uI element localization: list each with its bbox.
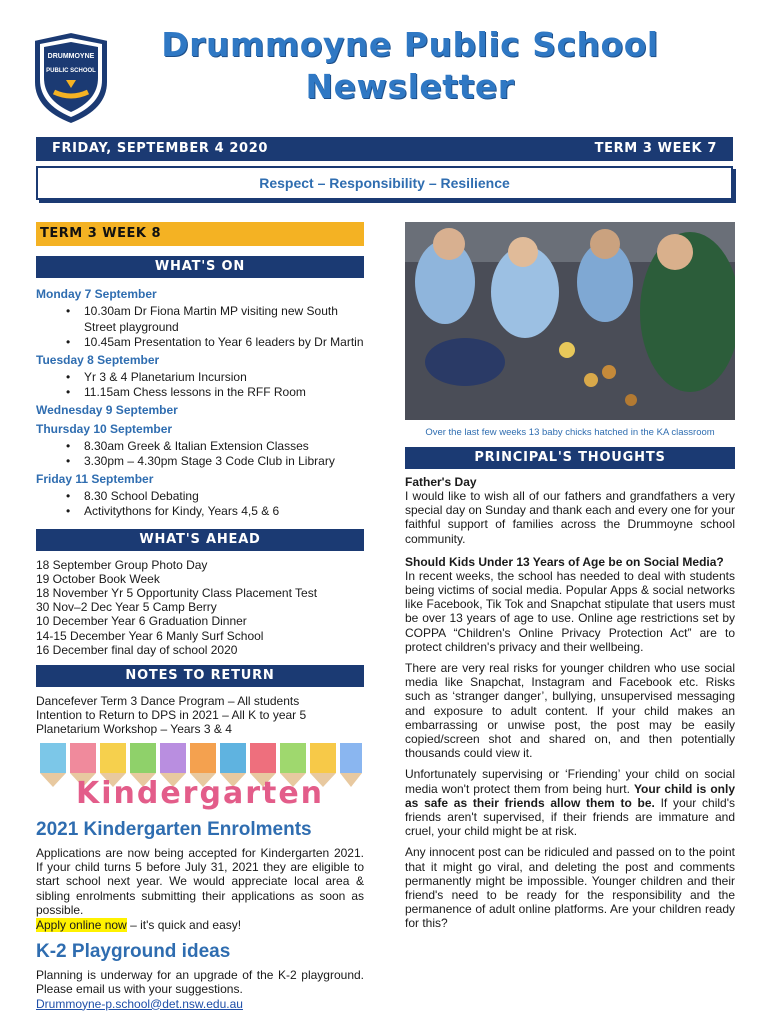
list-item: 18 September Group Photo Day (36, 557, 208, 572)
newsletter-title (130, 24, 690, 108)
social-media-heading: Should Kids Under 13 Years of Age be on Social Media? (405, 554, 724, 569)
para-3-text-a: Unfortunately supervising or ‘Friending’ your child on social media won't protect them from being hurt. (405, 767, 735, 796)
apply-online-link[interactable]: Apply online now (36, 917, 127, 932)
day-heading: Monday 7 September (36, 287, 157, 301)
enrol-body: Applications are now being accepted for Kindergarten 2021. If your child turns 5 before July 31, 2021 they are eligible to start school next year. We would appreciate local area & sibling enrolments submitting their applications as soon as possible. (36, 845, 364, 918)
enrol-apply-line (36, 918, 364, 932)
day-heading: Friday 11 September (36, 471, 154, 486)
list-item: • 10.45am Presentation to Year 6 leaders by Dr Martin (66, 335, 364, 351)
social-media-para-1: In recent weeks, the school has needed to deal with students being victims of social media. Popular Apps & social networks like Facebook, Tik Tok and Snapchat stipulate that users must be over 13 years of age to use. Online age restrictions set by COPPA “Children's Online Privacy Protection Act” are to protect children's privacy and their wellbeing. (405, 568, 735, 654)
baby-chicks-photo (405, 222, 735, 420)
whats-on-heading: WHAT'S ON (36, 256, 364, 278)
fathers-day-body: I would like to wish all of our fathers and grandfathers a very special day on Sunday and thank each and every one for your faithful support of families across the Drummoyne school community. (405, 489, 735, 546)
social-media-para-4: Any innocent post can be ridiculed and passed on to the point that it might go viral, and deleting the post and comments permanently might be impossible. Younger children and their friend's need to be ready for the responsibility and the permanence of adult online platforms. Are your children ready for this? (405, 845, 735, 931)
playground-body: Planning is underway for an upgrade of the K-2 playground. Please email us with your suggestions. (36, 967, 364, 997)
playground-email-line (36, 997, 364, 1011)
school-values: Respect – Responsibility – Resilience (36, 166, 733, 200)
list-item: 14-15 December Year 6 Manly Surf School (36, 628, 264, 643)
school-email-link[interactable]: Drummoyne-p.school@det.nsw.edu.au (36, 996, 243, 1011)
list-item: 30 Nov–2 Dec Year 5 Camp Berry (36, 600, 217, 615)
right-column (405, 222, 735, 931)
list-item: • 11.15am Chess lessons in the RFF Room (66, 385, 364, 401)
principal-heading: PRINCIPAL'S THOUGHTS (405, 447, 735, 469)
crest-name-text: DRUMMOYNE (47, 53, 95, 60)
left-column (36, 222, 364, 1011)
list-item: Planetarium Workshop – Years 3 & 4 (36, 722, 232, 737)
kindergarten-banner-text: Kindergarten (75, 775, 325, 811)
title-line-1: Drummoyne Public School (161, 25, 659, 64)
kindergarten-banner-image (36, 743, 364, 811)
issue-term: TERM 3 WEEK 7 (594, 141, 717, 156)
apply-tail-text: – it's quick and easy! (126, 917, 242, 932)
day-heading: Tuesday 8 September (36, 352, 160, 367)
social-media-para-2: There are very real risks for younger children who use social media like Snapchat, Instagram and Facebook etc. Risks such as ‘stranger danger’, bullying, unsupervised messaging and exposure to adult content. If your child makes an embarrassing or unwise post, the post may be easily copied/screen shot and shared on, and then potentially thousands could view it. (405, 661, 735, 761)
list-item: 18 November Yr 5 Opportunity Class Placement Test (36, 585, 318, 600)
crest-school-text: PUBLIC SCHOOL (46, 68, 96, 74)
notes-heading: NOTES TO RETURN (36, 665, 364, 687)
fathers-day-heading: Father's Day (405, 475, 477, 489)
social-media-para-3 (405, 767, 735, 838)
whats-on-list (36, 286, 364, 520)
para-3-bold: Your child is only as safe as their friends allow them to be. (405, 781, 736, 810)
para-3-text-b: If your child's friends aren't supervised, if their friends are immature and cruel, your child might be at risk. (405, 795, 735, 839)
day-heading: Wednesday 9 September (36, 402, 178, 417)
issue-date: FRIDAY, SEPTEMBER 4 2020 (52, 141, 268, 156)
playground-heading: K-2 Playground ideas (36, 940, 231, 962)
term-heading: TERM 3 WEEK 8 (36, 222, 364, 246)
day-heading: Thursday 10 September (36, 421, 173, 436)
school-crest-logo (30, 30, 112, 126)
photo-caption: Over the last few weeks 13 baby chicks hatched in the KA classroom (425, 427, 715, 438)
list-item: 10 December Year 6 Graduation Dinner (36, 614, 247, 629)
list-item: 19 October Book Week (36, 571, 160, 586)
whats-ahead-list (36, 558, 364, 657)
notes-list (36, 694, 364, 737)
list-item: • Activitythons for Kindy, Years 4,5 & 6 (66, 504, 364, 520)
list-item: 16 December final day of school 2020 (36, 642, 238, 657)
date-bar (36, 137, 733, 161)
enrol-heading: 2021 Kindergarten Enrolments (36, 818, 312, 840)
list-item: • Yr 3 & 4 Planetarium Incursion (66, 370, 364, 386)
list-item: • 8.30am Greek & Italian Extension Classes (66, 439, 364, 455)
list-item: Intention to Return to DPS in 2021 – All K to year 5 (36, 708, 307, 723)
list-item: Dancefever Term 3 Dance Program – All students (36, 693, 300, 708)
masthead (0, 0, 770, 135)
title-line-2: Newsletter (305, 67, 515, 106)
list-item: • 3.30pm – 4.30pm Stage 3 Code Club in Library (66, 454, 364, 470)
whats-ahead-heading: WHAT'S AHEAD (36, 529, 364, 551)
list-item: • 8.30 School Debating (66, 489, 364, 505)
list-item: • 10.30am Dr Fiona Martin MP visiting new South Street playground (66, 304, 364, 335)
